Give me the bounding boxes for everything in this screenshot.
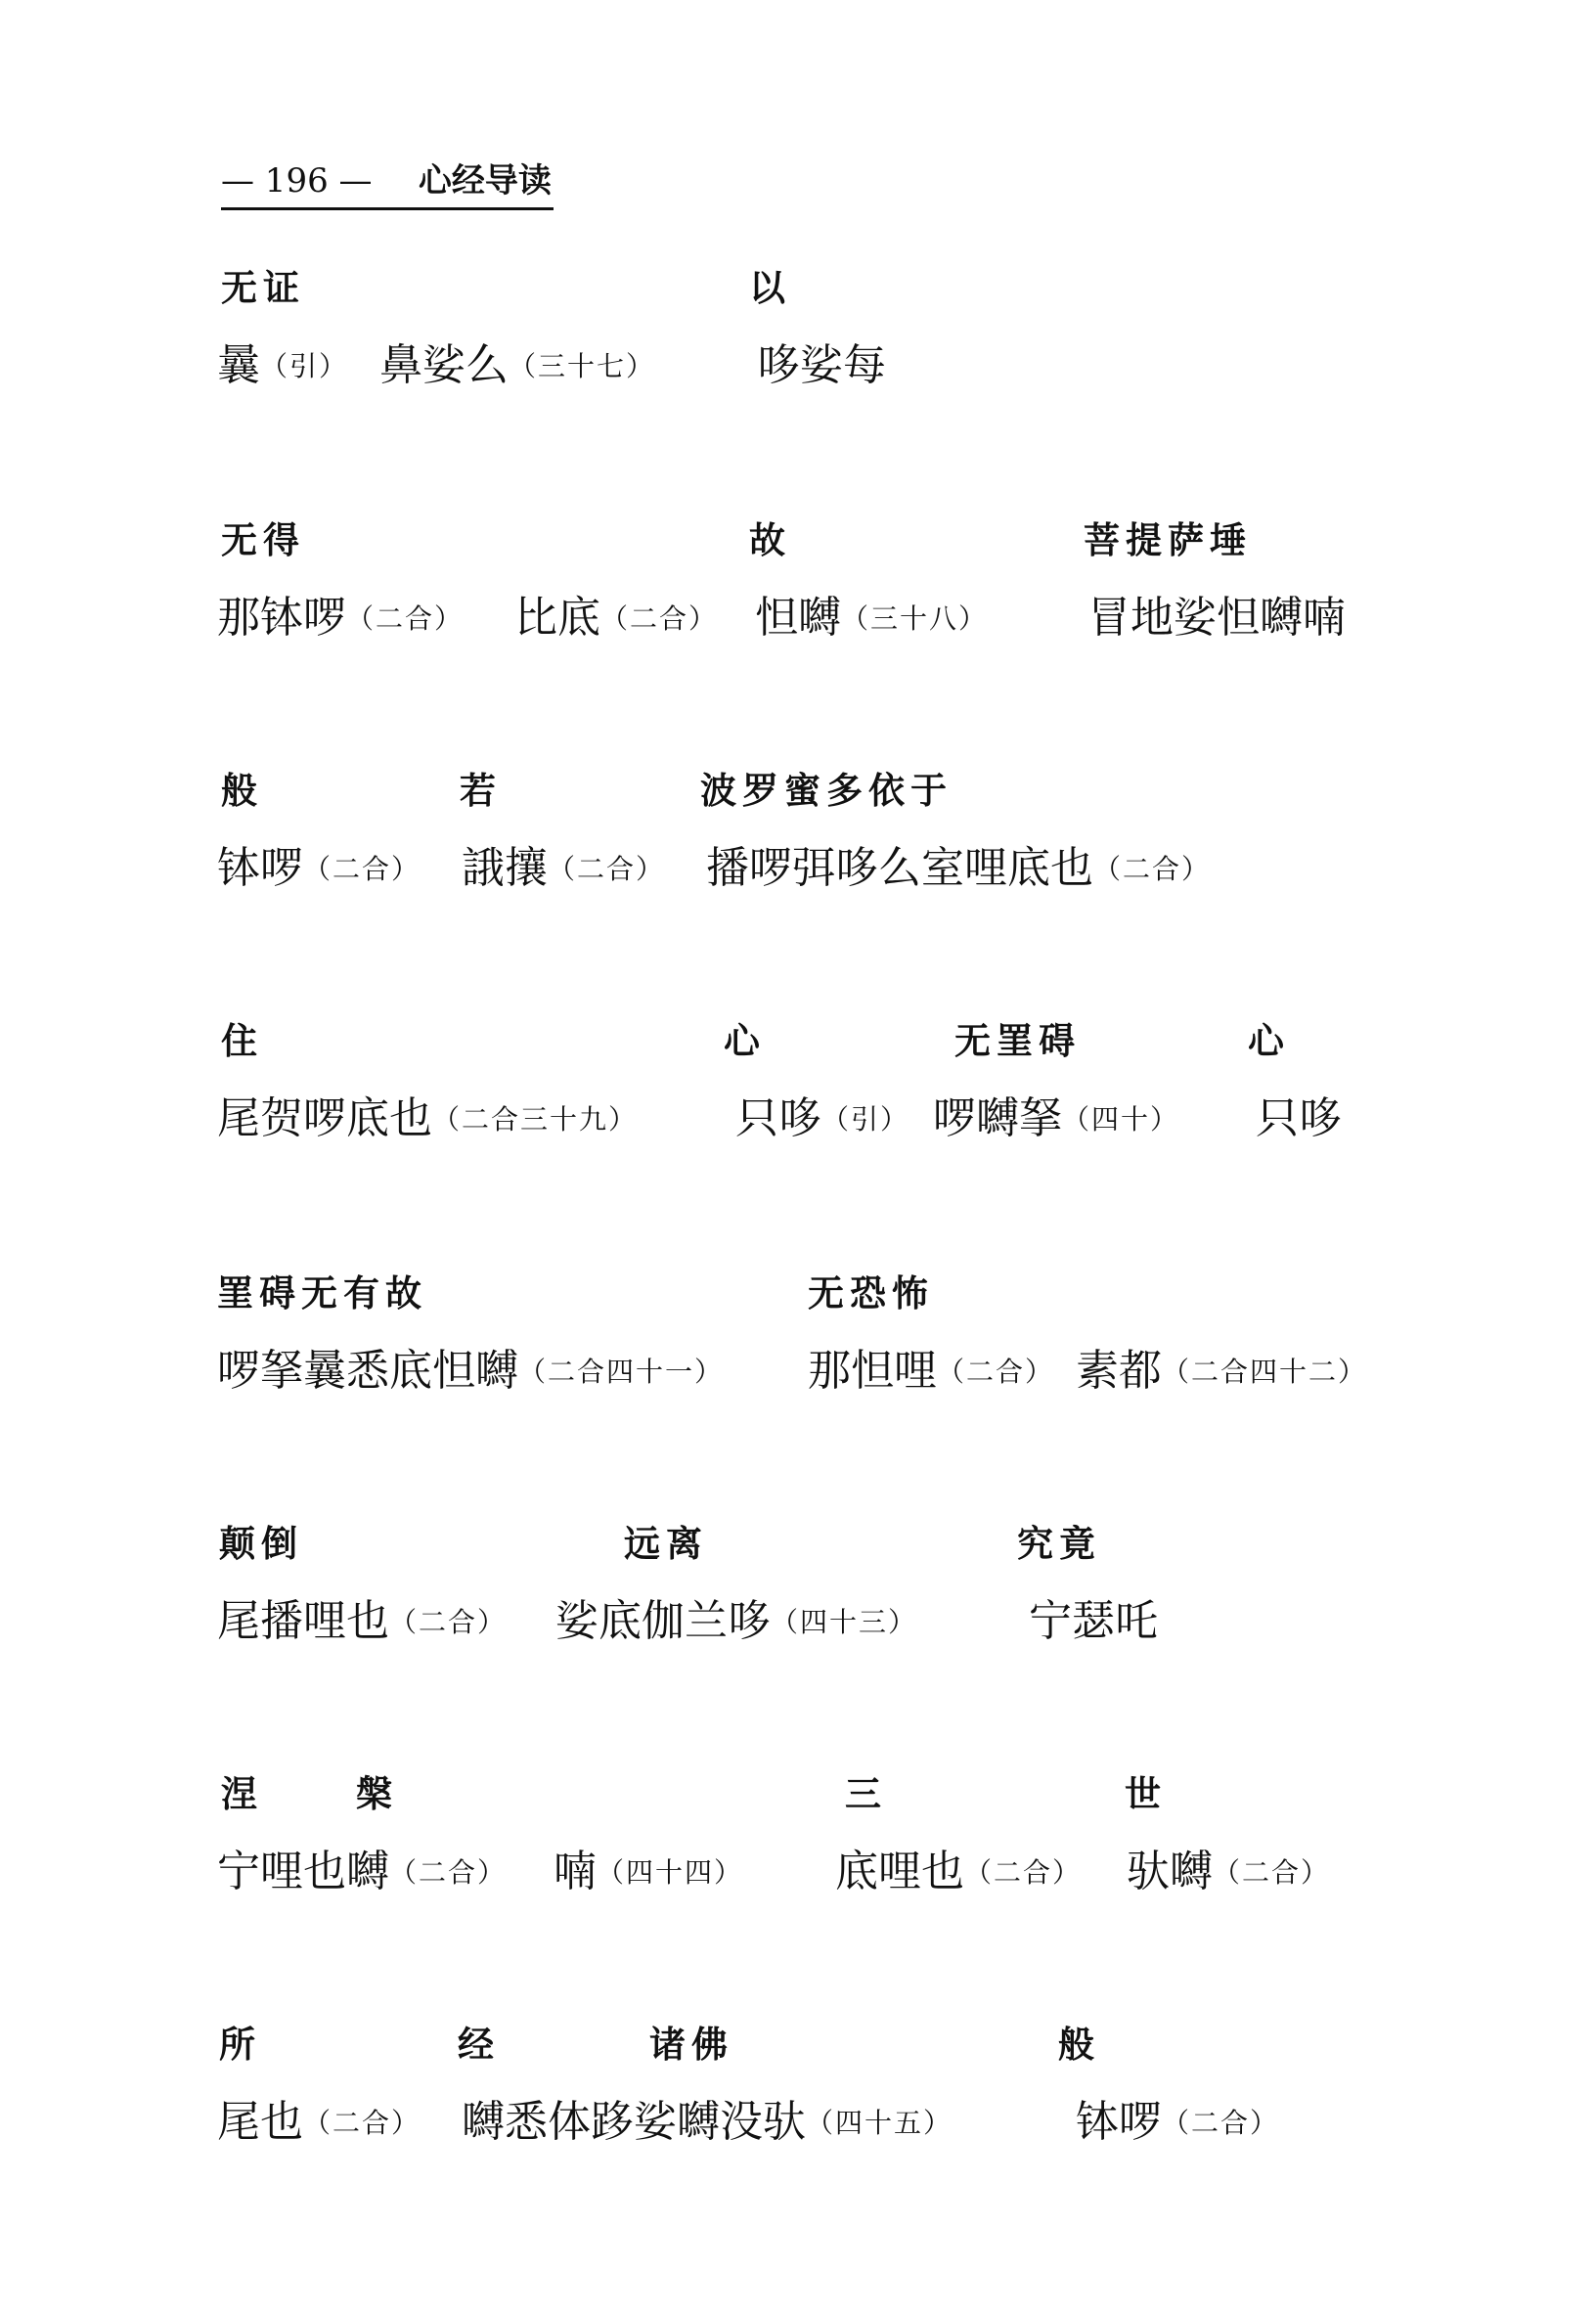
transliteration-text: 只哆 [735, 1093, 821, 1143]
chinese-word: 住 [221, 1019, 263, 1062]
annotation-note: （二合） [1213, 1856, 1331, 1889]
annotation-note: （二合） [303, 2107, 421, 2139]
transliteration-text: 誐攘 [462, 843, 548, 893]
transliteration [462, 2095, 953, 2151]
transliteration [835, 1845, 1082, 1900]
chinese-word: 无得 [221, 518, 305, 561]
verse-block [0, 2023, 1596, 2160]
chinese-word: 若 [460, 769, 502, 812]
transliteration-text: 宁哩也嚩 [217, 1847, 389, 1896]
annotation-note: （二合） [1093, 853, 1212, 885]
transliteration-text: 驮嚩 [1127, 1847, 1213, 1896]
transliteration [217, 591, 464, 646]
chinese-word: 远离 [624, 1522, 708, 1565]
transliteration [462, 841, 665, 897]
chinese-word: 无恐怖 [808, 1271, 934, 1314]
verse-block [0, 769, 1596, 906]
annotation-note: （三十八） [841, 602, 989, 635]
transliteration [217, 1091, 638, 1147]
annotation-note: （四十四） [597, 1856, 744, 1889]
transliteration-text: 素都 [1076, 1346, 1162, 1396]
transliteration [757, 338, 886, 394]
verse-block [0, 1019, 1596, 1156]
chinese-word: 无证 [221, 266, 305, 309]
verse-block [0, 1271, 1596, 1408]
chinese-word: 罣碍无有故 [217, 1271, 427, 1314]
chinese-word: 故 [749, 518, 791, 561]
transliteration-text: 尾也 [217, 2097, 303, 2147]
chinese-word: 所 [219, 2023, 261, 2066]
transliteration [379, 338, 655, 394]
verse-block [0, 1522, 1596, 1659]
annotation-note: （二合） [1162, 2107, 1280, 2139]
transliteration-text: 尾贺啰底也 [217, 1093, 432, 1143]
book-title: 心经导读 [418, 161, 552, 200]
annotation-note: （二合） [303, 853, 421, 885]
transliteration-text: 怛嚩 [755, 593, 841, 643]
verse-block [0, 518, 1596, 655]
transliteration [1127, 1845, 1330, 1900]
transliteration-text: 钵啰 [1076, 2097, 1162, 2147]
header-gap [383, 161, 407, 200]
transliteration [1256, 1091, 1342, 1147]
chinese-word: 涅 [221, 1772, 263, 1815]
transliteration-text: 哆娑每 [757, 340, 886, 390]
transliteration [217, 1344, 724, 1400]
transliteration [1087, 591, 1346, 646]
transliteration-text: 啰拏曩悉底怛嚩 [217, 1346, 518, 1396]
transliteration [1076, 2095, 1279, 2151]
transliteration [217, 338, 348, 394]
transliteration [1029, 1594, 1158, 1650]
transliteration [1076, 1344, 1367, 1400]
verse-block [0, 1772, 1596, 1909]
transliteration [514, 591, 718, 646]
transliteration [217, 2095, 421, 2151]
transliteration-text: 啰嚩拏 [933, 1093, 1062, 1143]
running-header [221, 158, 554, 210]
chinese-word: 三 [845, 1772, 887, 1815]
transliteration [217, 1845, 507, 1900]
transliteration [554, 1845, 743, 1900]
transliteration-text: 那钵啰 [217, 593, 346, 643]
transliteration-text: 钵啰 [217, 843, 303, 893]
transliteration [217, 1594, 507, 1650]
annotation-note: （引） [260, 350, 349, 382]
annotation-note: （二合） [346, 602, 465, 635]
annotation-note: （二合） [600, 602, 719, 635]
transliteration-text: 嚩悉体跢娑嚩没驮 [462, 2097, 806, 2147]
chinese-word: 诸佛 [649, 2023, 733, 2066]
transliteration-text: 鼻娑么 [379, 340, 509, 390]
transliteration-text: 冒地娑怛嚩喃 [1087, 593, 1346, 643]
chinese-word: 波罗蜜多依于 [700, 769, 953, 812]
chinese-word: 菩提萨埵 [1084, 518, 1252, 561]
chinese-word: 无罣碍 [954, 1019, 1081, 1062]
annotation-note: （二合四十二） [1162, 1356, 1368, 1388]
annotation-note: （四十五） [806, 2107, 953, 2139]
verse-block [0, 266, 1596, 403]
transliteration [706, 841, 1211, 897]
page-number: — 196 — [221, 161, 373, 200]
annotation-note: （二合） [548, 853, 666, 885]
transliteration-text: 比底 [514, 593, 600, 643]
annotation-note: （二合） [389, 1606, 508, 1638]
chinese-word: 究竟 [1017, 1522, 1101, 1565]
annotation-note: （二合） [389, 1856, 508, 1889]
transliteration [217, 841, 421, 897]
chinese-word: 般 [221, 769, 263, 812]
transliteration [933, 1091, 1179, 1147]
annotation-note: （四十） [1062, 1103, 1180, 1136]
annotation-note: （二合三十九） [432, 1103, 639, 1136]
transliteration [808, 1344, 1054, 1400]
transliteration [555, 1594, 917, 1650]
annotation-note: （二合四十一） [518, 1356, 725, 1388]
transliteration-text: 娑底伽兰哆 [555, 1596, 771, 1646]
transliteration [755, 591, 988, 646]
transliteration-text: 只哆 [1256, 1093, 1342, 1143]
transliteration-text: 那怛哩 [808, 1346, 937, 1396]
transliteration-text: 底哩也 [835, 1847, 964, 1896]
chinese-word: 心 [724, 1019, 766, 1062]
transliteration [735, 1091, 909, 1147]
chinese-word: 世 [1125, 1772, 1167, 1815]
annotation-note: （四十三） [771, 1606, 918, 1638]
transliteration-text: 曩 [217, 340, 260, 390]
annotation-note: （二合） [937, 1356, 1055, 1388]
transliteration-text: 播啰弭哆么室哩底也 [706, 843, 1093, 893]
chinese-word: 以 [749, 266, 791, 309]
chinese-word: 槃 [356, 1772, 398, 1815]
chinese-word: 经 [458, 2023, 500, 2066]
annotation-note: （三十七） [509, 350, 656, 382]
transliteration-text: 尾播哩也 [217, 1596, 389, 1646]
annotation-note: （引） [821, 1103, 910, 1136]
chinese-word: 般 [1058, 2023, 1100, 2066]
transliteration-text: 喃 [554, 1847, 597, 1896]
annotation-note: （二合） [964, 1856, 1083, 1889]
chinese-word: 心 [1248, 1019, 1290, 1062]
chinese-word: 颠倒 [219, 1522, 303, 1565]
transliteration-text: 宁瑟吒 [1029, 1596, 1158, 1646]
